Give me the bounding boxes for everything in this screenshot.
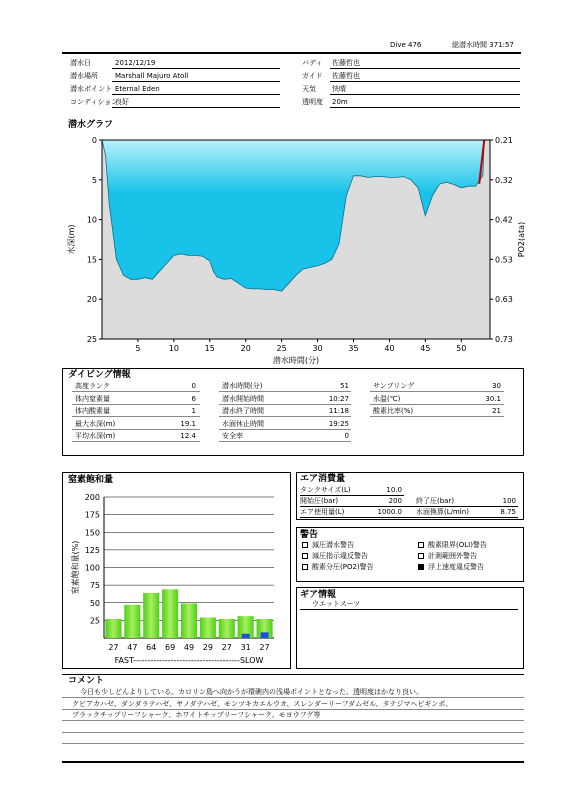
- diving-value: 51: [340, 382, 349, 390]
- y-tick-label: 25: [86, 335, 97, 344]
- air-rule-2: [300, 506, 518, 507]
- unchecked-box-icon: [418, 542, 424, 548]
- n2-y-tick-label: 150: [84, 528, 100, 538]
- warning-item: [302, 552, 368, 561]
- air-rule-1: [300, 495, 404, 496]
- diving-value: 1: [191, 407, 196, 416]
- header-rule: [62, 52, 521, 54]
- y2-tick-label: 0.32: [495, 175, 513, 185]
- air-used-label: エア使用量(L): [300, 508, 345, 516]
- dive-number: Dive 476: [390, 41, 422, 49]
- air-used-value: 1000.0: [377, 508, 402, 516]
- x-tick-label: 10: [168, 344, 179, 353]
- diving-label: 高度ランク: [75, 382, 110, 390]
- y-tick-label: 0: [91, 136, 97, 145]
- diving-underline: [72, 391, 200, 392]
- footer-rule: [62, 761, 524, 763]
- diving-value: 10:27: [328, 394, 349, 403]
- comment-rule: [62, 697, 524, 698]
- info-underline: [112, 68, 280, 69]
- warnings-title: 警告: [300, 530, 319, 540]
- comment-rule: [62, 732, 524, 733]
- total-dive-time: 総潜水時間 371:57: [452, 41, 514, 49]
- air-title: エア消費量: [300, 474, 346, 484]
- diving-value: 0: [191, 382, 196, 390]
- diving-underline: [72, 416, 200, 417]
- x-tick-label: 50: [456, 344, 467, 353]
- checked-box-icon: [418, 564, 424, 570]
- air-rule-3: [300, 517, 518, 518]
- diving-underline: [219, 404, 351, 405]
- y-tick-label: 5: [91, 175, 97, 185]
- diving-label: 水面休止時間: [222, 419, 264, 428]
- end-pressure-label: 終了圧(bar): [416, 497, 455, 505]
- nitrogen-chart: [62, 485, 291, 667]
- tank-size-label: タンクサイズ(L): [300, 486, 351, 494]
- n2-category-label: 27: [108, 643, 119, 652]
- n2-x-label: FAST-------------------------------------SLOW: [114, 656, 264, 665]
- n2-bar: [105, 619, 121, 638]
- n2-y-tick-label: 125: [84, 545, 100, 555]
- diving-underline: [370, 391, 504, 392]
- y-tick-label: 15: [86, 255, 97, 265]
- info-right-value: 佐藤哲也: [332, 59, 360, 67]
- info-right-label: 透明度: [302, 98, 323, 106]
- info-right-label: バディ: [302, 59, 323, 67]
- n2-y-label: 窒素飽和量(%): [71, 540, 80, 595]
- y2-tick-label: 0.21: [495, 136, 513, 145]
- warning-item: [302, 563, 374, 572]
- diving-label: 最大水深(m): [75, 419, 116, 428]
- surface-rate-label: 水面換算(L/min): [416, 508, 469, 516]
- n2-category-label: 29: [202, 643, 213, 652]
- n2-category-label: 64: [146, 643, 157, 652]
- diving-value: 19:25: [328, 419, 349, 428]
- dive-graph: [60, 130, 530, 370]
- diving-value: 21: [492, 407, 501, 416]
- warning-item: [418, 541, 487, 550]
- info-right-value: 20m: [332, 98, 348, 106]
- unchecked-box-icon: [302, 564, 308, 570]
- diving-value: 30.1: [485, 394, 501, 403]
- gear-title: ギア情報: [300, 590, 337, 600]
- diving-underline: [219, 441, 351, 442]
- warning-label: 計測範囲外警告: [428, 552, 477, 560]
- x-tick-label: 45: [420, 344, 431, 353]
- diving-underline: [72, 404, 200, 405]
- diving-info-box: [62, 368, 524, 456]
- n2-bar-secondary: [242, 634, 250, 638]
- info-right-label: ガイド: [302, 72, 323, 80]
- n2-bar: [181, 603, 197, 638]
- info-underline: [112, 107, 280, 108]
- x-tick-label: 30: [312, 344, 323, 353]
- y2-tick-label: 0.53: [495, 255, 513, 265]
- n2-category-label: 69: [165, 643, 176, 652]
- info-right-value: 快晴: [332, 85, 346, 93]
- x-axis-label: 潜水時間(分): [272, 356, 320, 365]
- info-right-value: 佐藤哲也: [332, 72, 360, 80]
- x-tick-label: 40: [384, 344, 395, 353]
- diving-underline: [219, 429, 351, 430]
- start-pressure-label: 開始圧(bar): [300, 497, 339, 505]
- n2-bar-secondary: [261, 632, 269, 638]
- info-right-underline: [330, 68, 520, 69]
- info-value: Eternal Eden: [115, 85, 160, 93]
- comment-line: 今日も少しどんよりしている。カロリン島へ向かうが環礁内の浅場ポイントとなった。透明度はかなり良い。: [80, 688, 423, 696]
- diving-info-title: ダイビング情報: [68, 370, 131, 380]
- diving-value: 19.1: [180, 419, 196, 428]
- x-tick-label: 25: [276, 344, 287, 353]
- info-underline: [112, 81, 280, 82]
- tank-size-value: 10.0: [386, 486, 402, 494]
- info-value: 2012/12/19: [115, 59, 156, 67]
- diving-label: 水温(℃): [373, 394, 401, 403]
- n2-y-tick-label: 200: [84, 493, 100, 502]
- diving-underline: [370, 404, 504, 405]
- x-tick-label: 15: [204, 344, 215, 353]
- y-tick-label: 10: [86, 215, 97, 225]
- n2-y-tick-label: 25: [89, 616, 100, 626]
- info-right-underline: [330, 81, 520, 82]
- n2-y-tick-label: 75: [89, 581, 100, 591]
- diving-value: 11:18: [328, 407, 349, 416]
- n2-bar: [219, 619, 235, 638]
- surface-rate-value: 8.75: [500, 508, 516, 516]
- diving-underline: [370, 416, 504, 417]
- diving-value: 0: [344, 432, 349, 441]
- y2-tick-label: 0.42: [495, 215, 513, 225]
- comment-rule: [62, 709, 524, 710]
- info-label: コンディション: [70, 98, 119, 106]
- info-value: 良好: [115, 98, 129, 106]
- comment-line: クビアカハゼ、ダンダラテハゼ、ヤノダテハゼ、モンツキカエルウオ、スレンダーリーフダムゼル、タテジマヘビギンポ、: [72, 699, 453, 708]
- diving-label: 体内酸素量: [75, 407, 110, 416]
- info-label: 潜水ポイント: [70, 85, 112, 93]
- diving-underline: [72, 441, 200, 442]
- warning-label: 減圧指示違反警告: [312, 552, 368, 560]
- comment-title: コメント: [68, 676, 105, 686]
- unchecked-box-icon: [302, 553, 308, 559]
- start-pressure-value: 200: [388, 497, 402, 505]
- warning-label: 酸素限界(OLI)警告: [428, 541, 487, 549]
- diving-underline: [72, 429, 200, 430]
- diving-label: 安全率: [222, 432, 243, 441]
- diving-label: 潜水終了時間: [222, 407, 264, 416]
- diving-underline: [219, 391, 351, 392]
- y-tick-label: 20: [86, 295, 97, 305]
- info-label: 潜水場所: [70, 72, 98, 80]
- n2-category-label: 49: [183, 643, 195, 652]
- n2-category-label: 27: [221, 643, 232, 652]
- nitrogen-title: 窒素飽和量: [68, 475, 114, 485]
- n2-category-label: 31: [240, 643, 251, 652]
- warning-label: 酸素分圧(PO2)警告: [312, 563, 374, 571]
- y-axis-label: 水深(m): [67, 224, 76, 255]
- n2-category-label: 47: [127, 643, 138, 652]
- warning-label: 浮上速度違反警告: [428, 563, 484, 571]
- graph-title: 潜水グラフ: [68, 120, 114, 130]
- info-right-underline: [330, 107, 520, 108]
- diving-underline: [219, 416, 351, 417]
- gear-rule: [300, 609, 518, 610]
- unchecked-box-icon: [418, 553, 424, 559]
- unchecked-box-icon: [302, 542, 308, 548]
- y2-tick-label: 0.73: [495, 335, 513, 344]
- diving-label: 潜水開始時間: [222, 394, 264, 403]
- gear-value: ウエットスーツ: [312, 600, 361, 608]
- diving-label: 潜水時間(分): [222, 382, 263, 390]
- diving-value: 12.4: [180, 432, 196, 441]
- diving-label: 体内窒素量: [75, 394, 110, 403]
- n2-category-label: 27: [259, 643, 270, 652]
- warning-item: [302, 541, 354, 550]
- warning-item: [418, 552, 477, 561]
- y2-axis-label: PO2(ata): [517, 221, 526, 258]
- info-right-label: 天気: [302, 85, 316, 93]
- diving-value: 30: [492, 382, 501, 390]
- n2-bar: [124, 605, 140, 638]
- info-value: Marshall Majuro Atoll: [115, 72, 189, 80]
- diving-label: サンプリング: [373, 382, 415, 390]
- info-right-underline: [330, 94, 520, 95]
- n2-bar: [143, 593, 159, 638]
- n2-bar: [162, 589, 178, 638]
- y2-tick-label: 0.63: [495, 295, 513, 305]
- n2-y-tick-label: 100: [84, 563, 100, 573]
- comment-rule: [62, 743, 524, 744]
- diving-label: 平均水深(m): [75, 432, 116, 441]
- comment-line: ブラックチップリーフシャーク、ホワイトチップリーフシャーク、モヨウフグ等: [72, 711, 321, 719]
- x-tick-label: 5: [135, 344, 141, 353]
- warning-label: 減圧潜水警告: [312, 541, 354, 549]
- info-label: 潜水日: [70, 59, 91, 67]
- x-tick-label: 35: [348, 344, 359, 353]
- end-pressure-value: 100: [502, 497, 516, 505]
- n2-y-tick-label: 175: [84, 510, 100, 520]
- n2-y-tick-label: 50: [89, 598, 100, 608]
- x-tick-label: 20: [240, 344, 251, 353]
- comment-rule: [62, 720, 524, 721]
- comment-top-rule: [62, 674, 524, 675]
- info-underline: [112, 94, 280, 95]
- warning-item: [418, 563, 484, 572]
- n2-bar: [200, 618, 216, 638]
- diving-label: 酸素比率(%): [373, 407, 414, 416]
- diving-value: 6: [191, 394, 196, 403]
